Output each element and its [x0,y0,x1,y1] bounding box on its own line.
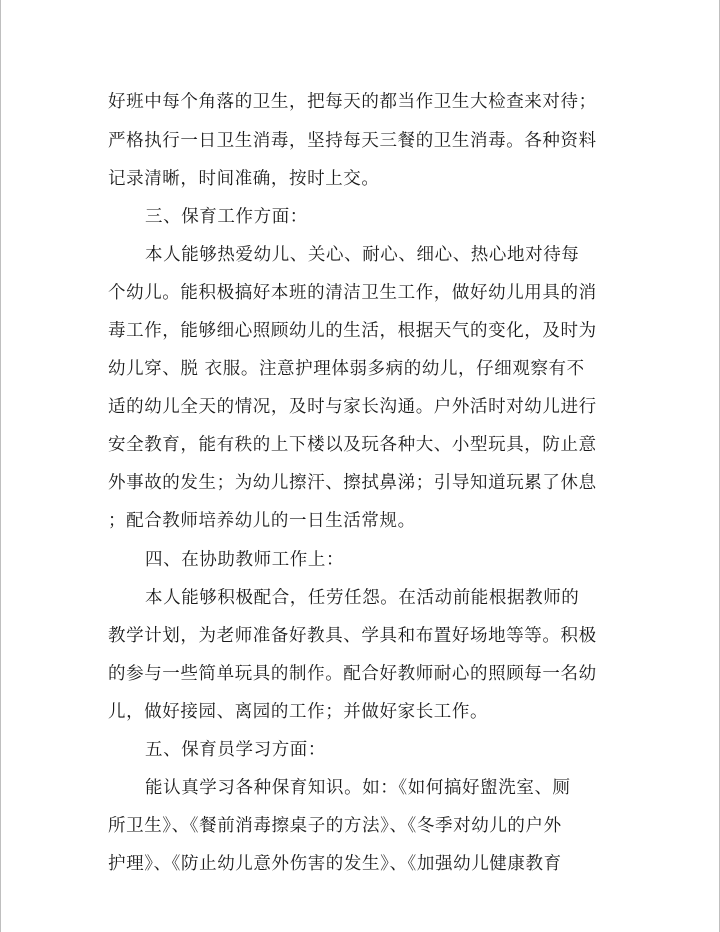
section-heading: 四、在协助教师工作上： [145,550,345,570]
text-line: 本人能够热爱幼儿、关心、耐心、细心、热心地对待每 [145,245,580,265]
text-line: 的参与一些简单玩具的制作。配合好教师耐心的照顾每一名幼 [108,664,597,684]
text-line: 好班中每个角落的卫生，把每天的都当作卫生大检查来对待； [108,92,597,112]
text-line: 能认真学习各种保育知识。如：《如何搞好盥洗室、厕 [145,778,571,798]
text-line: 所卫生》、《餐前消毒擦桌子的方法》、《冬季对幼儿的户外 [108,816,562,836]
section-heading: 五、保育员学习方面： [145,740,326,760]
text-line: 本人能够积极配合，任劳任怨。在活动前能根据教师的 [145,588,580,608]
text-line: 儿，做好接园、离园的工作；并做好家长工作。 [108,702,489,722]
section-heading: 三、保育工作方面： [145,207,308,227]
text-line: 严格执行一日卫生消毒，坚持每天三餐的卫生消毒。各种资料 [108,131,597,151]
text-line: 外事故的发生；为幼儿擦汗、擦拭鼻涕；引导知道玩累了休息 [108,473,597,493]
text-line: 教学计划，为老师准备好教具、学具和布置好场地等等。积极 [108,626,597,646]
text-line: 记录清晰，时间准确，按时上交。 [108,169,380,189]
text-line: 适的幼儿全天的情况，及时与家长沟通。户外活时对幼儿进行 [108,397,597,417]
text-line: 安全教育，能有秩的上下楼以及玩各种大、小型玩具，防止意 [108,435,597,455]
text-line: 个幼儿。能积极搞好本班的清洁卫生工作，做好幼儿用具的消 [108,283,597,303]
text-line: 护理》、《防止幼儿意外伤害的发生》、《加强幼儿健康教育 [108,854,562,874]
text-line: 毒工作，能够细心照顾幼儿的生活，根据天气的变化，及时为 [108,321,597,341]
text-line: ；配合教师培养幼儿的一日生活常规。 [108,511,416,531]
text-line: 幼儿穿、脱 衣服。注意护理体弱多病的幼儿，仔细观察有不 [108,359,585,379]
